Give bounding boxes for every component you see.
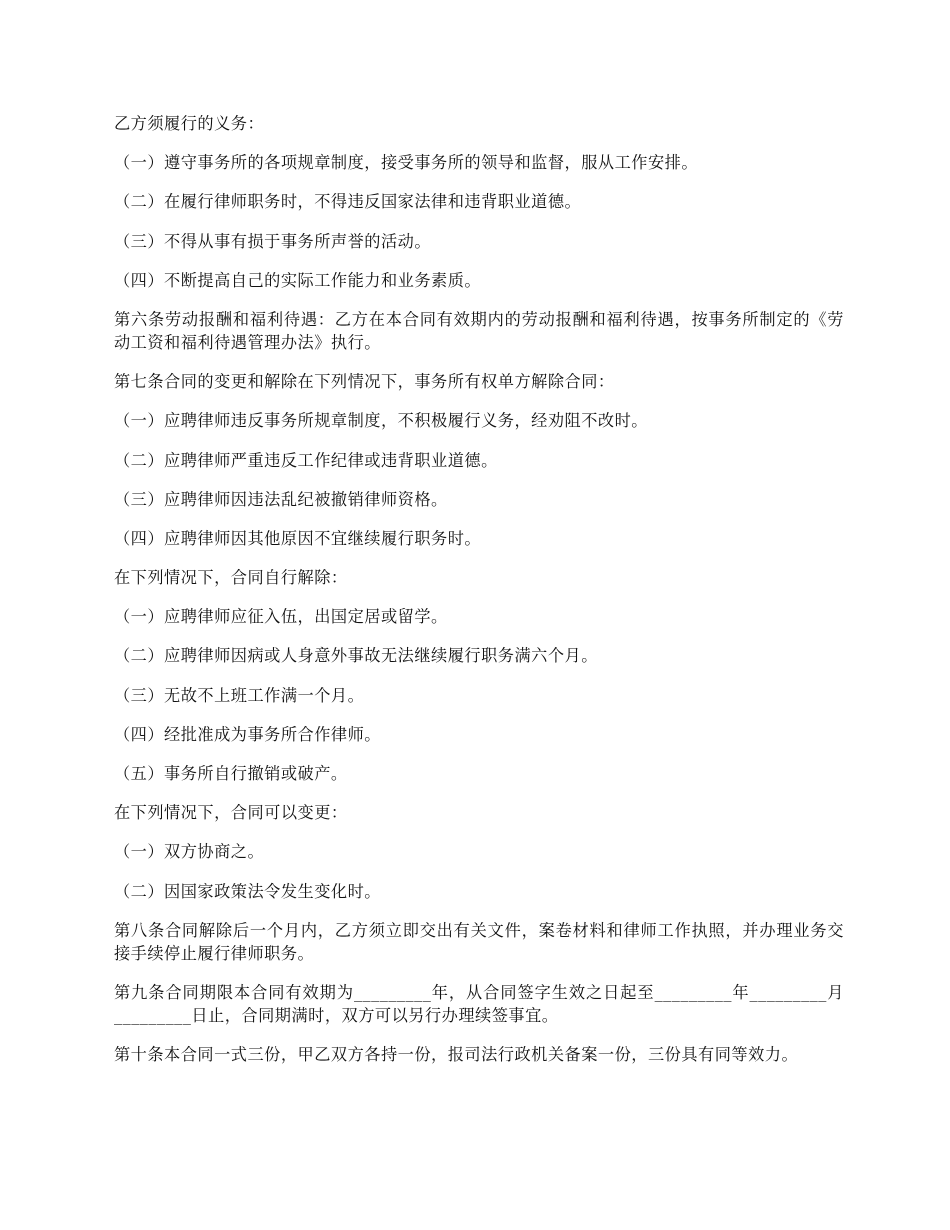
change-heading: 在下列情况下，合同可以变更： (114, 803, 348, 823)
termination-item-3: （三）应聘律师因违法乱纪被撤销律师资格。 (114, 489, 448, 509)
auto-termination-heading: 在下列情况下，合同自行解除： (114, 568, 348, 588)
termination-item-1: （一）应聘律师违反事务所规章制度，不积极履行义务，经劝阻不改时。 (114, 411, 648, 431)
article-8-paragraph: 第八条合同解除后一个月内，乙方须立即交出有关文件，案卷材料和律师工作执照，并办理业务交接手续停止履行律师职务。 (114, 920, 844, 963)
change-item-1: （一）双方协商之。 (114, 842, 265, 862)
article-6-paragraph: 第六条劳动报酬和福利待遇：乙方在本合同有效期内的劳动报酬和福利待遇，按事务所制定的《劳动工资和福利待遇管理办法》执行。 (114, 309, 844, 352)
document-page (114, 112, 844, 1082)
duty-item-1: （一）遵守事务所的各项规章制度，接受事务所的领导和监督，服从工作安排。 (114, 153, 699, 173)
article-9-paragraph: 第九条合同期限本合同有效期为_________年，从合同签字生效之日起至_________年_________月_________日止，合同期满时，双方可以另行办理续签事宜。 (114, 982, 844, 1025)
termination-item-4: （四）应聘律师因其他原因不宜继续履行职务时。 (114, 528, 482, 548)
article-10-paragraph: 第十条本合同一式三份，甲乙双方各持一份，报司法行政机关备案一份，三份具有同等效力。 (114, 1045, 799, 1065)
termination-item-2: （二）应聘律师严重违反工作纪律或违背职业道德。 (114, 450, 498, 470)
change-item-2: （二）因国家政策法令发生变化时。 (114, 881, 381, 901)
auto-termination-item-3: （三）无故不上班工作满一个月。 (114, 685, 365, 705)
auto-termination-item-2: （二）应聘律师因病或人身意外事故无法继续履行职务满六个月。 (114, 646, 598, 666)
article-7-paragraph: 第七条合同的变更和解除在下列情况下，事务所有权单方解除合同： (114, 372, 615, 392)
duties-heading: 乙方须履行的义务： (114, 114, 265, 133)
duty-item-3: （三）不得从事有损于事务所声誉的活动。 (114, 231, 432, 251)
auto-termination-item-4: （四）经批准成为事务所合作律师。 (114, 724, 381, 744)
duty-item-4: （四）不断提高自己的实际工作能力和业务素质。 (114, 270, 482, 290)
duty-item-2: （二）在履行律师职务时，不得违反国家法律和违背职业道德。 (114, 192, 582, 212)
auto-termination-item-1: （一）应聘律师应征入伍，出国定居或留学。 (114, 607, 448, 627)
auto-termination-item-5: （五）事务所自行撤销或破产。 (114, 764, 348, 783)
